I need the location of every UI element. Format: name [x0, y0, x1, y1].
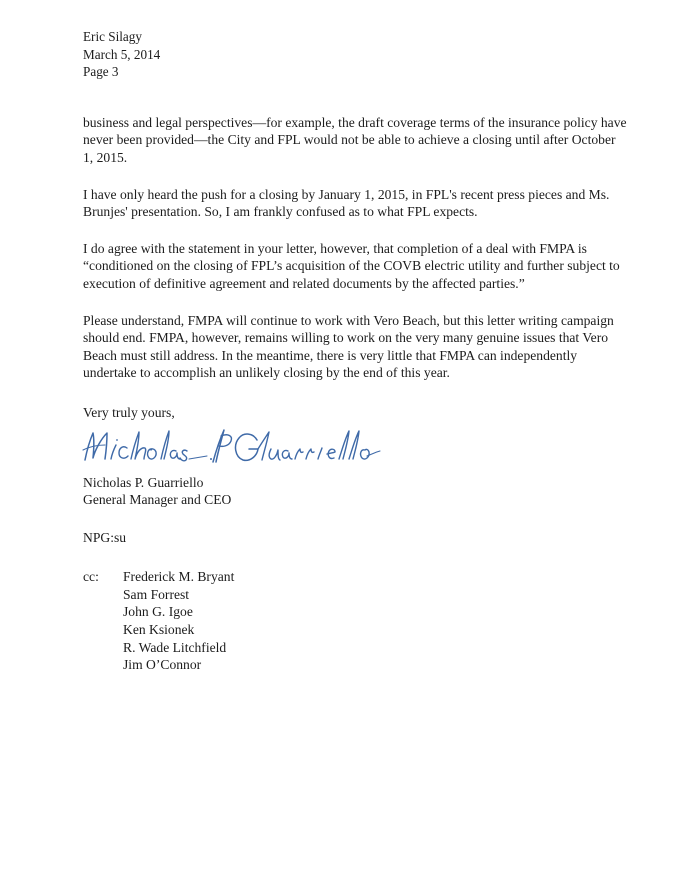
letter-body — [83, 114, 628, 382]
header-date: March 5, 2014 — [83, 46, 161, 62]
cc-recipient-list — [123, 568, 628, 674]
cc-recipient: Ken Ksionek — [123, 622, 195, 638]
signature-ink — [81, 426, 381, 474]
signature-block — [83, 474, 628, 509]
cc-recipient: Frederick M. Bryant — [123, 569, 235, 585]
header-recipient: Eric Silagy — [83, 29, 142, 44]
cc-recipient: R. Wade Litchfield — [123, 639, 227, 655]
cc-label: cc: — [83, 569, 99, 585]
signer-title: General Manager and CEO — [83, 492, 232, 508]
cc-block — [83, 568, 628, 674]
body-paragraph: I do agree with the statement in your letter, however, that completion of a deal with FMPA is “conditioned on the closing of FPL’s acquisition of the COVB electric utility and further subject to execution of definitive agreement and related documents by the affected parties.” — [83, 240, 620, 291]
cc-recipient: Jim O’Connor — [123, 657, 202, 673]
body-paragraph: Please understand, FMPA will continue to work with Vero Beach, but this letter writing campaign should end. FMPA, however, remains willing to work on the very many genuine issues that Vero Beach must still address. In the meantime, there is very little that FMPA can independently undertake to accomplish an unlikely closing by the end of this year. — [83, 312, 614, 381]
body-paragraph: I have only heard the push for a closing by January 1, 2015, in FPL's recent press pieces and Ms. Brunjes' presentation. So, I am frankly confused as to what FPL expects. — [83, 186, 610, 220]
signer-name: Nicholas P. Guarriello — [83, 474, 204, 490]
header-page-number: Page 3 — [83, 64, 119, 80]
cc-recipient: Sam Forrest — [123, 586, 190, 602]
valediction: Very truly yours, — [83, 404, 175, 420]
letter-header — [83, 28, 628, 81]
cc-recipient: John G. Igoe — [123, 604, 193, 620]
body-paragraph: business and legal perspectives—for example, the draft coverage terms of the insurance policy have never been provided—the City and FPL would not be able to achieve a closing until after October 1, 2015. — [83, 114, 627, 165]
page-content — [83, 28, 628, 674]
typist-initials: NPG:su — [83, 529, 127, 545]
signature — [81, 426, 628, 474]
